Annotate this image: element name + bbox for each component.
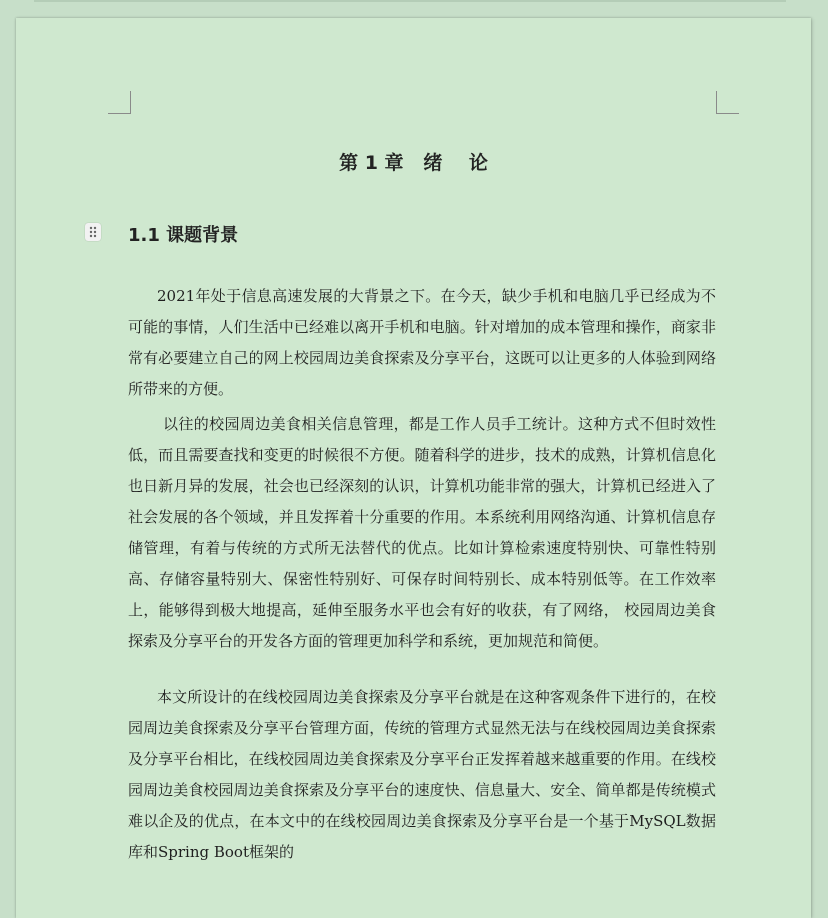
body-paragraph[interactable]: 2021年处于信息高速发展的大背景之下。在今天，缺少手机和电脑几乎已经成为不可能的事情，人们生活中已经难以离开手机和电脑。针对增加的成本管理和操作，商家非常有必要建立自己的网上校园周边美食探索及分享平台，这既可以让更多的人体验到网络所带来的方便。 (128, 287, 716, 398)
section-title[interactable]: 1.1 课题背景 (128, 225, 239, 246)
margin-marker-top-left (108, 91, 131, 114)
margin-marker-top-right (716, 91, 739, 114)
body-paragraph[interactable]: 本文所设计的在线校园周边美食探索及分享平台就是在这种客观条件下进行的，在校园周边美食探索及分享平台管理方面，传统的管理方式显然无法与在线校园周边美食探索及分享平台相比，在线校园周边美食探索及分享平台正发挥着越来越重要的作用。在线校园周边美食校园周边美食探索及分享平台的速度快、信息量大、安全、简单都是传统模式难以企及的优点，在本文中的在线校园周边美食探索及分享平台是一个基于MySQL数据库和Spring Boot框架的 (128, 688, 716, 861)
chapter-title[interactable]: 第 1 章 绪 论 (339, 152, 488, 174)
body-paragraph[interactable]: 以往的校园周边美食相关信息管理，都是工作人员手工统计。这种方式不但时效性低，而且需要查找和变更的时候很不方便。随着科学的进步，技术的成熟，计算机信息化也日新月异的发展，社会也已经深刻的认识，计算机功能非常的强大，计算机已经进入了社会发展的各个领域，并且发挥着十分重要的作用。本系统利用网络沟通、计算机信息存储管理，有着与传统的方式所无法替代的优点。比如计算检索速度特别快、可靠性特别高、存储容量特别大、保密性特别好、可保存时间特别长、成本特别低等。在工作效率上，能够得到极大地提高，延伸至服务水平也会有好的收获，有了网络， 校园周边美食探索及分享平台的开发各方面的管理更加科学和系统，更加规范和简便。 (128, 415, 716, 650)
previous-page-edge (34, 0, 786, 2)
drag-handle-icon[interactable] (85, 223, 101, 241)
document-page[interactable] (16, 18, 811, 918)
